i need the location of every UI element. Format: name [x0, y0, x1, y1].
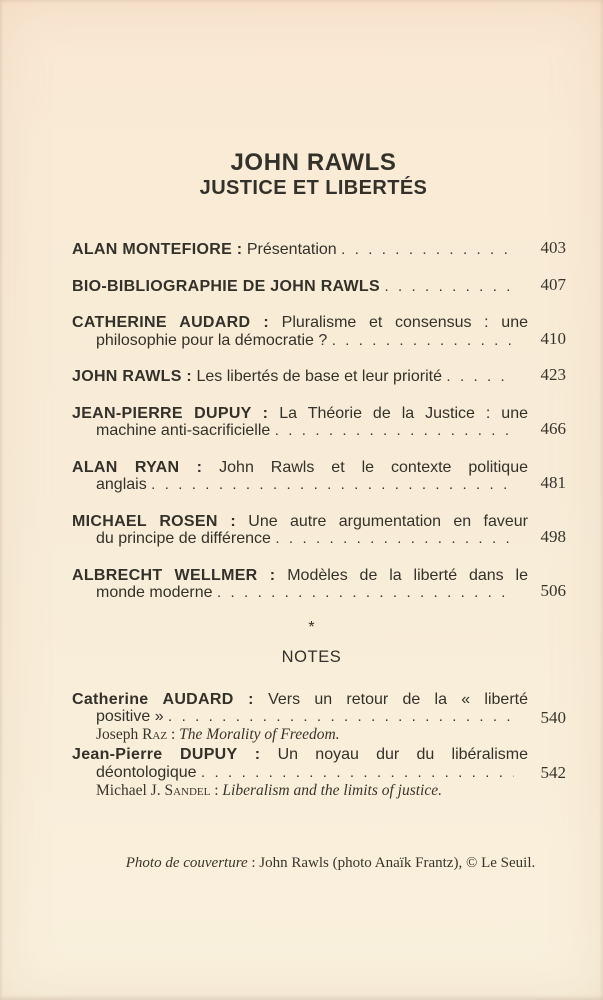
toc-entry [72, 459, 566, 494]
dot-leader [275, 422, 514, 440]
dot-leader [446, 368, 514, 386]
entry-page-number: 506 [540, 581, 566, 600]
entry-title: Modèles de la liberté dans le [275, 566, 528, 584]
dot-leader [201, 764, 514, 782]
toc-entry [72, 513, 566, 548]
entry-page-number: 481 [540, 473, 566, 492]
entry-title: John Rawls et le contexte politique [202, 458, 528, 476]
dot-leader [168, 708, 514, 726]
toc-entry [72, 567, 566, 602]
entry-title: Une autre argumentation en faveur [235, 512, 528, 530]
entry-page-number: 466 [540, 419, 566, 438]
credit-text: : John Rawls (photo Anaïk Frantz), © Le Seuil. [247, 854, 536, 871]
entry-author: CATHERINE AUDARD : [72, 314, 269, 331]
reviewed-work-title: Liberalism and the limits of justice. [222, 781, 442, 799]
entry-title-cont: du principe de différence [96, 530, 276, 547]
entry-author: ALAN RYAN : [72, 458, 203, 476]
entry-title-cont: positive » [96, 708, 169, 725]
reviewed-work-title: The Morality of Freedom. [179, 726, 340, 743]
toc-entry [72, 238, 566, 259]
entry-author: BIO-BIBLIOGRAPHIE DE JOHN RAWLS [72, 277, 380, 295]
dot-leader [384, 278, 514, 296]
entry-page-number: 498 [540, 527, 566, 546]
entry-page-number: 540 [540, 707, 566, 727]
entry-author: MICHAEL ROSEN : [72, 512, 236, 530]
entry-title: Vers un retour de la « liberté [253, 690, 528, 708]
entry-title-cont: déontologique [96, 763, 201, 781]
entry-page-number: 410 [540, 328, 566, 348]
entry-page-number: 542 [540, 763, 566, 782]
table-of-contents [72, 238, 566, 602]
title-line1: JOHN RAWLS [230, 149, 397, 176]
entry-title: Présentation [242, 241, 342, 258]
entry-author: JOHN RAWLS : [72, 368, 193, 385]
entry-title-cont: philosophie pour la démocratie ? [96, 331, 332, 349]
reviewed-work: Michael J. Sandel : Liberalism and the limits of justice. [96, 781, 442, 799]
toc-entry [72, 405, 566, 440]
notes-section [72, 691, 566, 799]
entry-title-cont: machine anti-sacrificielle [96, 422, 275, 439]
page-title [0, 0, 603, 199]
entry-title: La Théorie de la Justice : une [268, 404, 528, 422]
entry-author: JEAN-PIERRE DUPUY : [72, 404, 269, 422]
reviewed-author-smallcaps: Sandel [164, 781, 211, 799]
title-line2: JUSTICE ET LIBERTÉS [199, 177, 428, 199]
dot-leader [151, 476, 514, 494]
entry-page-number: 403 [540, 238, 566, 257]
dot-leader [275, 530, 514, 548]
dot-leader [217, 584, 514, 602]
entry-title: Les libertés de base et leur priorité [192, 368, 447, 385]
entry-title: Un noyau dur du libéralisme [260, 746, 528, 763]
reviewed-work: Joseph Raz : The Morality of Freedom. [96, 726, 340, 743]
notes-entry [72, 746, 566, 799]
reviewed-author-smallcaps: Raz [142, 726, 168, 743]
notes-heading: NOTES [281, 647, 342, 666]
asterisk-separator: * [308, 618, 315, 636]
entry-author: ALAN MONTEFIORE : [72, 241, 243, 258]
entry-title: Pluralisme et consensus : une [268, 314, 528, 331]
credit-label: Photo de couverture [125, 854, 248, 871]
dot-leader [341, 241, 514, 259]
entry-page-number: 407 [540, 274, 566, 294]
cover-photo-credit [0, 855, 603, 872]
entry-author: Jean-Pierre DUPUY : [72, 746, 261, 763]
entry-title-cont: monde moderne [96, 584, 217, 601]
entry-title-cont: anglais [96, 476, 152, 493]
entry-author: Catherine AUDARD : [72, 690, 254, 708]
entry-page-number: 423 [540, 365, 566, 384]
toc-entry [72, 314, 566, 349]
toc-entry [72, 274, 566, 296]
toc-entry [72, 365, 566, 386]
entry-author: ALBRECHT WELLMER : [72, 566, 276, 584]
notes-entry [72, 691, 566, 744]
dot-leader [332, 332, 514, 350]
